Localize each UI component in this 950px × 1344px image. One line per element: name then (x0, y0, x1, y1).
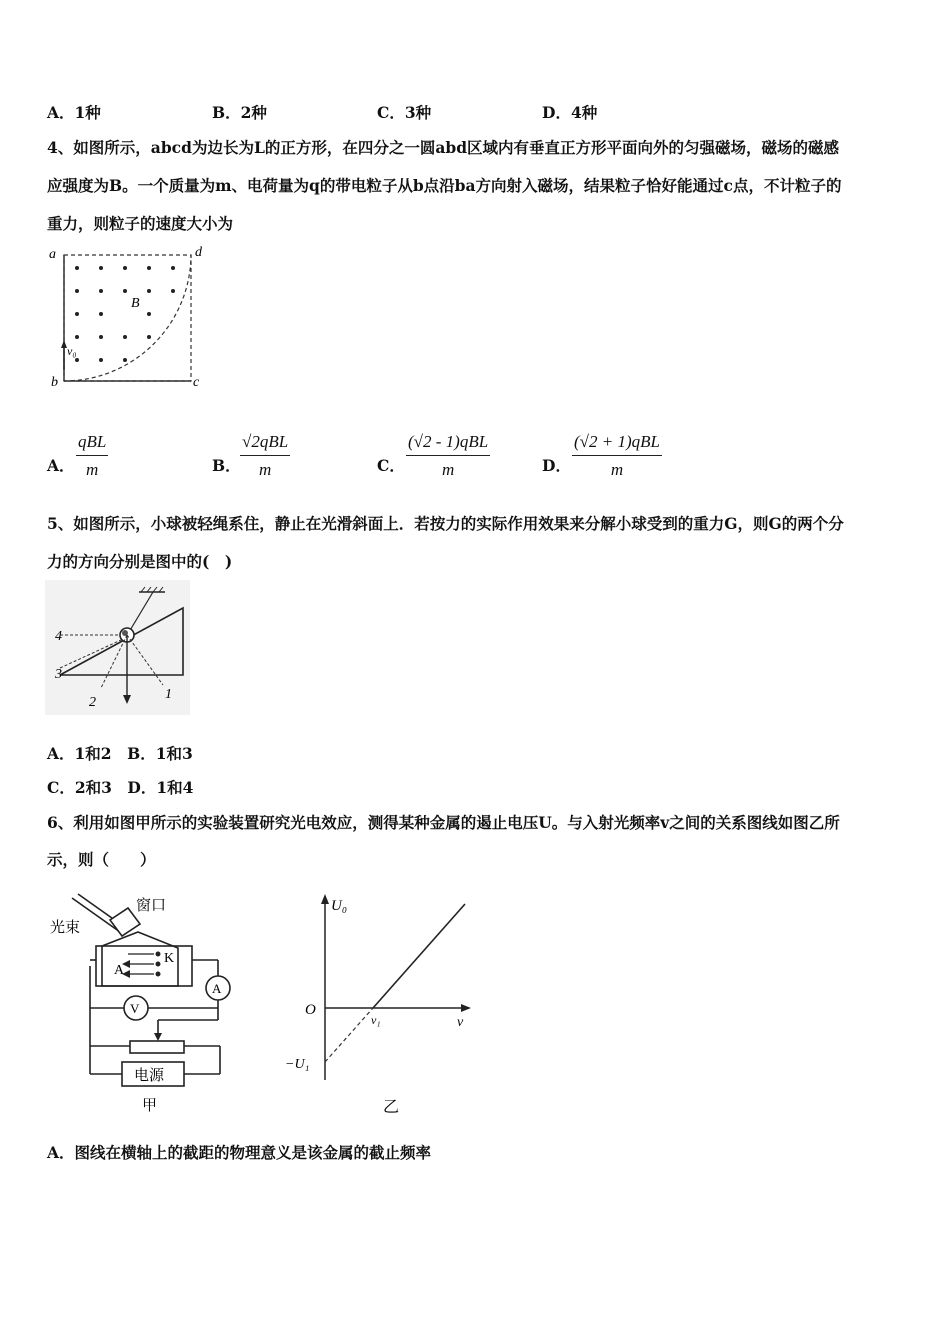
q6-stem-line1: 6、利用如图甲所示的实验装置研究光电效应，测得某种金属的遏止电压U。与入射光频率v之间的关系图线如图乙所 (47, 813, 840, 832)
q4-stem-line3: 重力，则粒子的速度大小为 (47, 214, 234, 233)
q5-label-1: 1 (165, 687, 172, 702)
q5-incline-figure (45, 580, 190, 715)
q4-option-b-numerator: √2qBL (240, 432, 290, 456)
q5-label-3: 3 (55, 667, 62, 682)
q4-option-a-fraction (76, 432, 108, 480)
q5-options-line2: C．2和3 D．1和4 (47, 778, 194, 797)
q6-yi-neg-label: −U₁ (285, 1057, 310, 1072)
q4-option-a-denominator: m (86, 460, 99, 479)
q6-yi-yaxis-label: U₀ (331, 898, 348, 914)
q3-option-a: A．1种 (47, 103, 101, 122)
q6-yi-v1-label: ν₁ (371, 1013, 381, 1027)
q4-option-b-fraction (240, 432, 290, 480)
q4-option-b-label: B． (212, 456, 241, 475)
q4-option-a-label: A． (47, 456, 75, 475)
q6-jia-label-source: 电源 (134, 1068, 165, 1084)
q4-option-a-numerator: qBL (76, 432, 108, 456)
q6-jia-voltmeter-label: V (130, 1001, 140, 1016)
q5-stem-line1: 5、如图所示，小球被轻绳系住，静止在光滑斜面上．若按力的实际作用效果来分解小球受到的重力G，则G的两个分 (47, 514, 844, 533)
q6-jia-label-window: 窗口 (136, 898, 167, 914)
q6-circuit-figure (50, 890, 250, 1120)
q3-option-c: C．3种 (377, 103, 432, 122)
q5-stem-line2: 力的方向分别是图中的( ) (47, 552, 233, 571)
q4-option-d-fraction (572, 432, 662, 480)
q4-option-b-denominator: m (258, 460, 272, 479)
q3-option-d: D．4种 (542, 103, 598, 122)
q3-option-b: B．2种 (212, 103, 267, 122)
q5-options-line1: A．1和2 B．1和3 (47, 744, 193, 763)
q4-option-c-numerator: (√2 - 1)qBL (406, 432, 490, 456)
q4-option-d-label: D． (542, 456, 571, 475)
q5-label-2: 2 (89, 695, 96, 710)
q6-yi-xaxis-label: ν (457, 1015, 464, 1030)
q4-label-d: d (195, 245, 202, 260)
q4-label-b: b (51, 375, 58, 390)
q6-stem-line2: 示，则（ ） (47, 850, 156, 869)
q4-label-B: B (131, 296, 140, 311)
q4-option-d-denominator: m (610, 460, 624, 479)
q4-stem-line1: 4、如图所示，abcd为边长为L的正方形，在四分之一圆abd区域内有垂直正方形平面向外的匀强磁场，磁场的磁感 (47, 138, 840, 157)
q6-yi-caption: 乙 (383, 1099, 400, 1116)
q4-label-a: a (49, 247, 56, 262)
q4-label-v0: v₀ (67, 344, 77, 358)
q6-jia-ammeter-label: A (212, 981, 222, 996)
q4-label-c: c (193, 375, 200, 390)
q6-graph-figure (285, 890, 485, 1120)
q4-stem-line2: 应强度为B。一个质量为m、电荷量为q的带电粒子从b点沿ba方向射入磁场，结果粒子恰好能通过c点，不计粒子的 (47, 176, 842, 195)
q6-jia-label-beam: 光束 (50, 920, 81, 936)
q6-jia-label-A: A (114, 963, 125, 978)
q4-option-c-fraction (406, 432, 490, 480)
q4-option-c-denominator: m (441, 460, 455, 479)
q4-magnetic-field-figure (45, 240, 215, 395)
q6-yi-origin-label: O (305, 1002, 316, 1018)
q4-option-c-label: C． (377, 456, 405, 475)
q6-jia-label-K: K (164, 951, 175, 966)
q5-label-4: 4 (55, 629, 62, 644)
q6-jia-caption: 甲 (142, 1098, 158, 1114)
q4-option-d-numerator: (√2 + 1)qBL (572, 432, 662, 456)
q6-option-a: A．图线在横轴上的截距的物理意义是该金属的截止频率 (47, 1143, 432, 1162)
